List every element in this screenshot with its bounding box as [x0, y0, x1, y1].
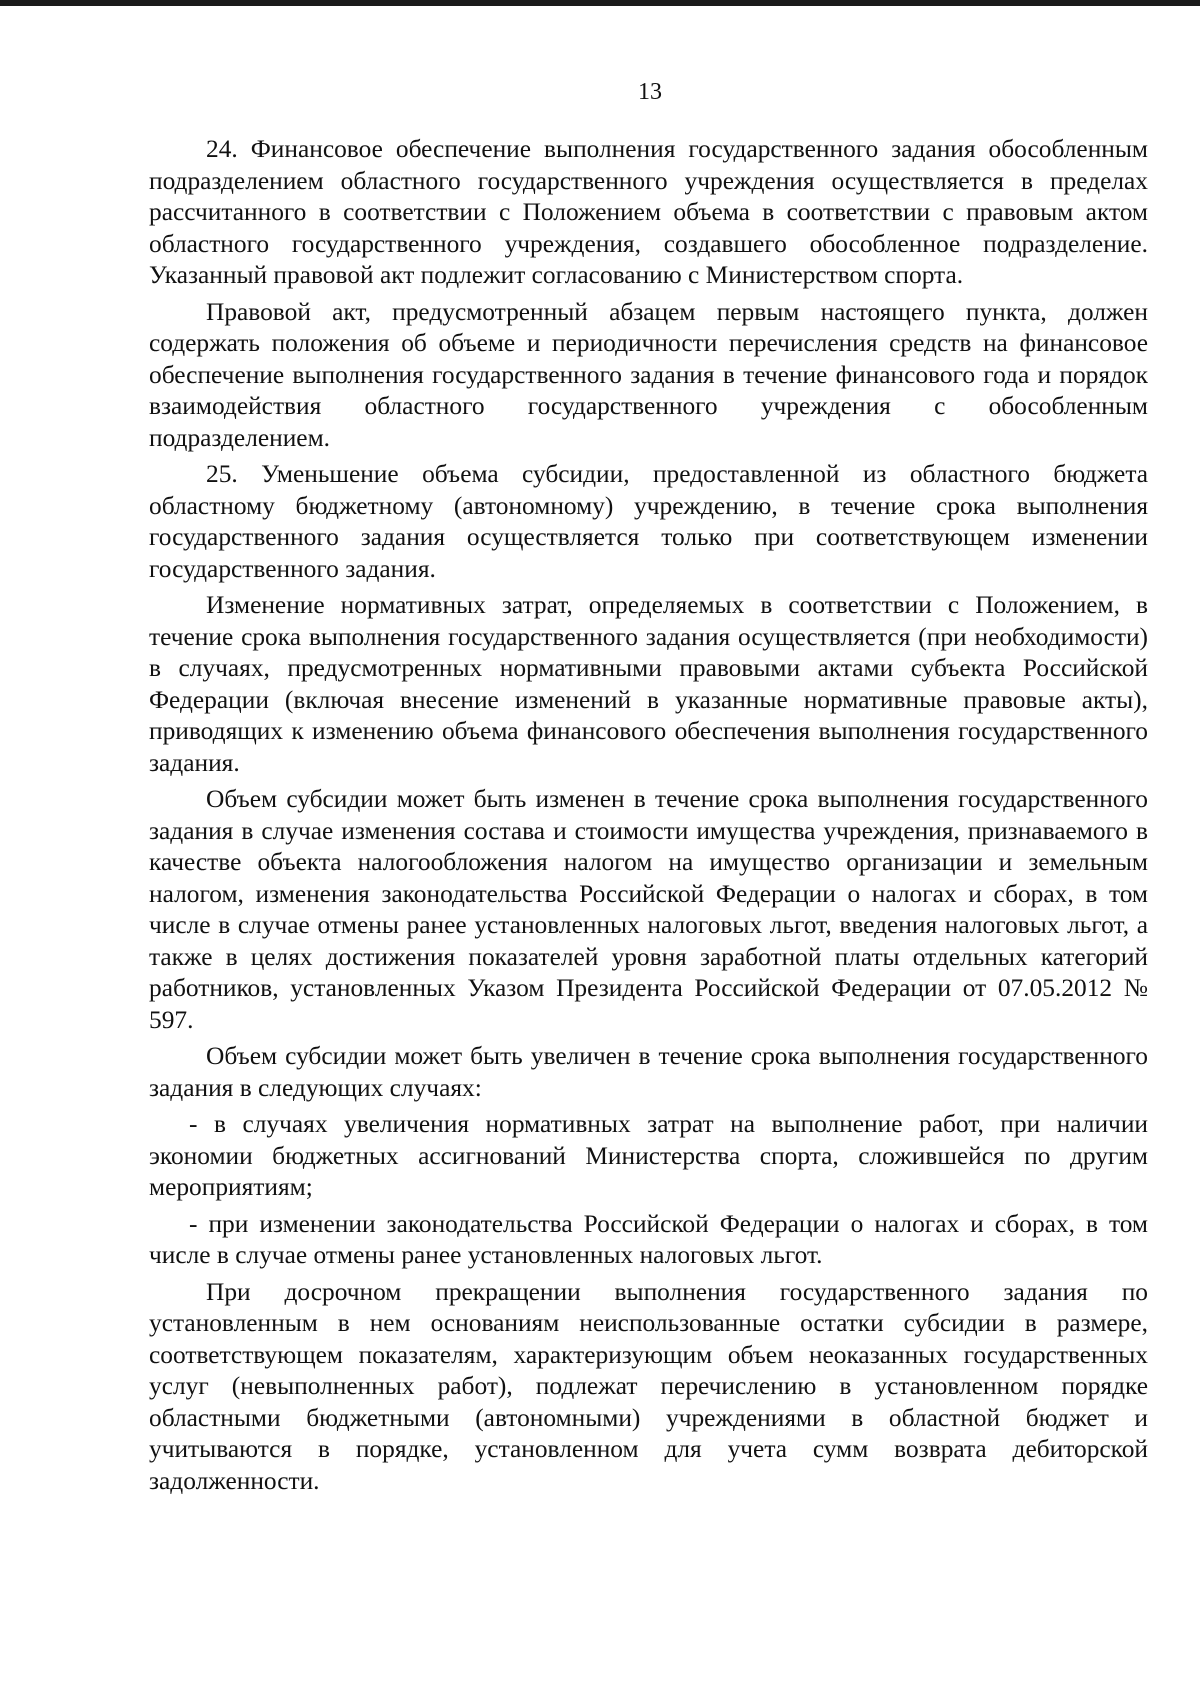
page-number: 13: [638, 79, 662, 105]
paragraph-normative-costs: Изменение нормативных затрат, определяемых в соответствии с Положением, в течение срока выполнения государственного задания осуществляется (при необходимости) в случаях, предусмотренных нормативными правовыми актами субъекта Российской Федерации (включая внесение изменений в указанные нормативные правовые акты), приводящих к изменению объема финансового обеспечения выполнения государственного задания.: [149, 591, 1148, 777]
paragraph-subsidy-change: Объем субсидии может быть изменен в течение срока выполнения государственного задания в случае изменения состава и стоимости имущества учреждения, признаваемого в качестве объекта налогообложения налогом на имущество организации и земельным налогом, изменения законодательства Российской Федерации о налогах и сборах, в том числе в случае отмены ранее установленных налоговых льгот, введения налоговых льгот, а также в целях достижения показателей уровня заработной платы отдельных категорий работников, установленных Указом Президента Российской Федерации от 07.05.2012 № 597.: [149, 785, 1148, 1034]
scan-top-border: [0, 0, 1200, 6]
paragraph-subsidy-increase: Объем субсидии может быть увеличен в течение срока выполнения государственного задания в следующих случаях:: [149, 1042, 1148, 1102]
paragraph-24: 24. Финансовое обеспечение выполнения государственного задания обособленным подразделением областного государственного учреждения осуществляется в пределах рассчитанного в соответствии с Положением объема в соответствии с правовым актом областного государственного учреждения, создавшего обособленное подразделение. Указанный правовой акт подлежит согласованию с Министерством спорта.: [149, 135, 1148, 289]
list-item-tax-legislation: - при изменении законодательства Российской Федерации о налогах и сборах, в том числе в случае отмены ранее установленных налоговых льгот.: [149, 1209, 1148, 1269]
list-item-normative-costs: - в случаях увеличения нормативных затрат на выполнение работ, при наличии экономии бюджетных ассигнований Министерства спорта, сложившейся по другим мероприятиям;: [149, 1110, 1148, 1201]
paragraph-legal-act: Правовой акт, предусмотренный абзацем первым настоящего пункта, должен содержать положения об объеме и периодичности перечисления средств на финансовое обеспечение выполнения государственного задания в течение финансового года и порядок взаимодействия областного государственного учреждения с обособленным подразделением.: [149, 297, 1148, 452]
paragraph-25: 25. Уменьшение объема субсидии, предоставленной из областного бюджета областному бюджетному (автономному) учреждению, в течение срока выполнения государственного задания осуществляется только при соответствующем изменении государственного задания.: [149, 460, 1148, 583]
document-body: [149, 134, 1148, 1497]
paragraph-early-termination: При досрочном прекращении выполнения государственного задания по установленным в нем основаниям неиспользованные остатки субсидии в размере, соответствующем показателям, характеризующим объем неоказанных государственных услуг (невыполненных работ), подлежат перечислению в установленном порядке областными бюджетными (автономными) учреждениями в областной бюджет и учитываются в порядке, установленном для учета сумм возврата дебиторской задолженности.: [149, 1277, 1148, 1495]
